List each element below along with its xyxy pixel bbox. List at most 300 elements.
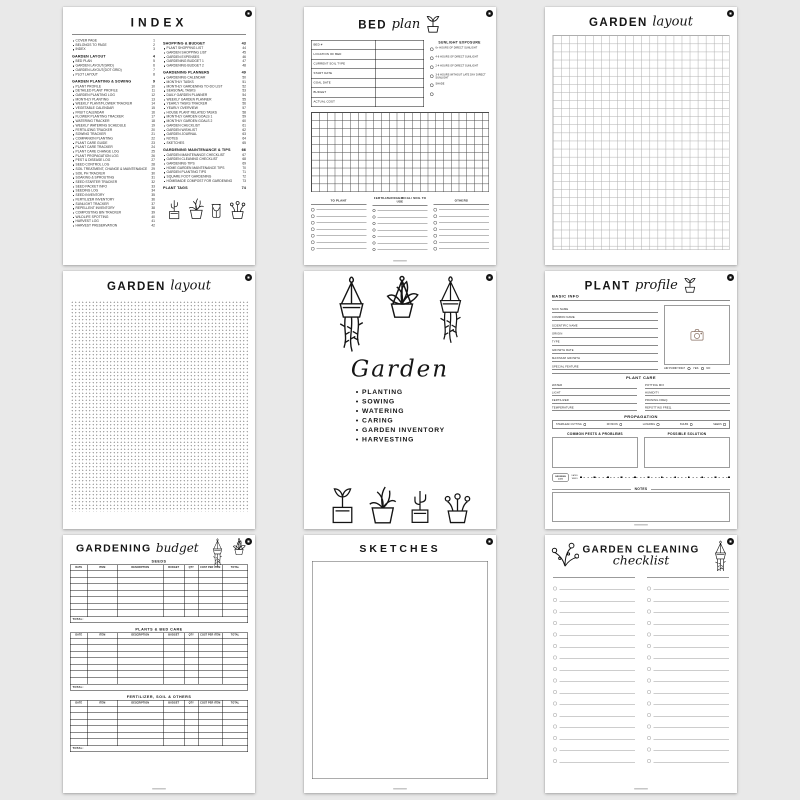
- toc-entry-page-number: 74: [241, 185, 246, 191]
- toc-entry-page-number: 27: [151, 158, 155, 163]
- form-field-input[interactable]: [375, 50, 423, 59]
- toc-entry-label: SHOPPING & BUDGET: [163, 40, 206, 46]
- toc-entry-page-number: 17: [151, 115, 155, 119]
- toc-entry-label: GARDEN PLANTING & SOWING: [72, 78, 132, 84]
- timeline-marker[interactable]: [688, 476, 690, 478]
- toc-entry-page-number: 64: [242, 136, 246, 141]
- cover-topic: CARING: [355, 416, 445, 426]
- timeline-marker[interactable]: [580, 476, 582, 478]
- checklist-row: [647, 717, 729, 729]
- entry-line[interactable]: [439, 229, 489, 230]
- toc-entry-label: PLANT CARE CHANGE LOG: [72, 150, 149, 154]
- column-header: DESCRIPTION: [118, 701, 164, 706]
- profile-field-line[interactable]: SPECIAL FEATURE: [552, 362, 658, 370]
- radio-circle[interactable]: [723, 423, 726, 426]
- form-row: [312, 98, 424, 108]
- title-word: BED: [358, 17, 388, 31]
- checkbox-circle[interactable]: [372, 248, 375, 251]
- entry-line[interactable]: [378, 243, 428, 244]
- checkbox-circle[interactable]: [372, 228, 375, 231]
- care-field-line[interactable]: POTTING MIX: [645, 381, 730, 389]
- bed-layout-grid[interactable]: [311, 112, 489, 192]
- entry-line[interactable]: [560, 762, 636, 763]
- cover-topic: GARDEN INVENTORY: [355, 425, 445, 435]
- checkbox-circle[interactable]: [434, 215, 437, 218]
- checkbox-circle[interactable]: [647, 644, 651, 648]
- plants-bed-care-table: [70, 632, 248, 684]
- bed-info-form: [311, 40, 424, 107]
- checkbox-circle[interactable]: [647, 702, 651, 706]
- toc-entry-label: GARDEN LAYOUT(DOT GRID): [72, 68, 151, 72]
- entry-line[interactable]: [654, 716, 730, 717]
- toc-entry-label: INDEX: [72, 48, 151, 52]
- radio-circle[interactable]: [430, 48, 434, 52]
- toc-entry-label: SOAKING & SPROUTING: [72, 176, 149, 180]
- toc-entry-page-number: 41: [151, 219, 155, 224]
- toc-entry-label: MONTHLY GARDEN GOALS 2: [163, 120, 240, 124]
- toc-entry-label: WILDLIFE SPOTTING: [72, 215, 149, 219]
- toc-entry: [163, 148, 246, 152]
- entry-line[interactable]: [654, 670, 730, 671]
- entry-line[interactable]: [654, 590, 730, 591]
- checklist-row: [647, 636, 729, 648]
- toc-entry-page-number: 39: [151, 210, 155, 215]
- sunlight-option: [430, 74, 489, 81]
- checkbox-circle[interactable]: [434, 228, 437, 231]
- toc-entry-label: SOIL PH TRACKER: [72, 172, 149, 176]
- timeline-marker[interactable]: [715, 476, 717, 478]
- possible-solution-box[interactable]: [644, 437, 730, 467]
- care-field-line[interactable]: LIGHT: [552, 389, 637, 397]
- fertilizer-soil-others-total-row[interactable]: TOTAL:: [70, 746, 248, 752]
- table-row[interactable]: [71, 739, 248, 746]
- entry-line[interactable]: [560, 682, 636, 683]
- basic-info-fields: [552, 305, 658, 371]
- title-script-word: budget: [155, 541, 199, 555]
- toc-entry-label: GARDEN PLANTING LOG: [72, 93, 149, 97]
- leaning-plant-tag-icon: [187, 193, 204, 221]
- radio-circle[interactable]: [430, 66, 434, 70]
- entry-line[interactable]: [560, 751, 636, 752]
- entry-line[interactable]: [378, 217, 428, 218]
- timeline-marker[interactable]: [728, 476, 730, 478]
- checkbox-circle[interactable]: [434, 241, 437, 244]
- toc-entry-label: SEED CONTROL LOG: [72, 163, 149, 167]
- care-left-column: [552, 381, 637, 411]
- toc-entry-label: HOMEMADE COMPOST FOR GARDENING: [163, 179, 240, 183]
- radio-circle[interactable]: [583, 423, 586, 426]
- entry-line[interactable]: [316, 236, 366, 237]
- entry-line[interactable]: [654, 636, 730, 637]
- hole-punch-icon: [245, 274, 252, 281]
- garden-layout-title: [63, 271, 255, 293]
- checklist-right-column: [647, 577, 729, 763]
- entry-line[interactable]: [654, 751, 730, 752]
- toc-entry-label: WEEKLY PLANT/FLOWER TRACKER: [72, 102, 149, 106]
- entry-line[interactable]: [378, 236, 428, 237]
- profile-field-line[interactable]: GROWTH RATE: [552, 345, 658, 353]
- toc-entry-page-number: 42: [151, 224, 155, 228]
- entry-line[interactable]: [654, 693, 730, 694]
- checkbox-circle[interactable]: [553, 748, 557, 752]
- checkbox-circle[interactable]: [647, 713, 651, 717]
- toc-entry-label: SEASONAL TASKS: [163, 89, 240, 93]
- notes-box[interactable]: [552, 492, 730, 521]
- column-header: DATE: [71, 565, 88, 570]
- potted-plants-illustration: [304, 482, 496, 524]
- checkbox-circle[interactable]: [434, 234, 437, 237]
- checkbox-circle[interactable]: [372, 235, 375, 238]
- propagation-option: [713, 423, 726, 426]
- checkbox-circle[interactable]: [372, 209, 375, 212]
- entry-line[interactable]: [439, 210, 489, 211]
- camera-icon: [690, 328, 705, 342]
- checkbox-circle[interactable]: [553, 679, 557, 683]
- column-header: TOTAL: [230, 634, 240, 637]
- entry-line[interactable]: [654, 647, 730, 648]
- toc-entry-page-number: 62: [242, 128, 246, 132]
- column-header: QTY: [185, 565, 199, 570]
- toc-entry-page-number: 36: [151, 197, 155, 202]
- toc-entry-page-number: 51: [242, 80, 246, 84]
- profile-field-line[interactable]: NICK NAME: [552, 305, 658, 313]
- toc-entry-page-number: 66: [241, 147, 246, 152]
- checkbox-circle[interactable]: [647, 610, 651, 614]
- checklist-row: [553, 705, 635, 717]
- list-heading: OTHERS: [434, 197, 489, 205]
- checkbox-circle[interactable]: [553, 713, 557, 717]
- radio-circle[interactable]: [619, 423, 622, 426]
- checkbox-circle[interactable]: [553, 656, 557, 660]
- table-row[interactable]: [71, 678, 248, 685]
- page-plant-profile: [545, 271, 737, 529]
- toc-entry-label: PEST & DISEASE LOG: [72, 159, 149, 163]
- toc-entry-page-number: 70: [242, 166, 246, 170]
- toc-entry-label: HARVEST PRESERVATION: [72, 224, 149, 228]
- checkbox-circle[interactable]: [434, 208, 437, 211]
- checklist-row: [553, 636, 635, 648]
- entry-line[interactable]: [316, 210, 366, 211]
- radio-circle[interactable]: [430, 75, 434, 79]
- checkbox-circle[interactable]: [553, 702, 557, 706]
- care-field-line[interactable]: WATER: [552, 381, 637, 389]
- entry-line[interactable]: [316, 216, 366, 217]
- form-field-label: BUDGET: [312, 88, 376, 97]
- column-header: QTY: [185, 701, 199, 706]
- checkbox-circle[interactable]: [647, 679, 651, 683]
- checkbox-circle[interactable]: [647, 748, 651, 752]
- toc-entry-page-number: 47: [242, 59, 246, 64]
- timeline-marker[interactable]: [634, 476, 636, 478]
- entry-line[interactable]: [560, 716, 636, 717]
- toc-entry: [72, 73, 155, 77]
- column-header: COST PER ITEM: [199, 701, 223, 706]
- checkbox-circle[interactable]: [647, 736, 651, 740]
- checklist-row: [647, 613, 729, 625]
- toc-entry-page-number: 58: [242, 110, 246, 115]
- entry-line[interactable]: [560, 693, 636, 694]
- checkbox-circle[interactable]: [311, 208, 314, 211]
- profile-field-line[interactable]: SCIENTIFIC NAME: [552, 321, 658, 329]
- care-field-line[interactable]: REPOTTING FREQ.: [645, 404, 730, 412]
- toc-entry-label: SEEDING LOG: [72, 189, 149, 193]
- entry-line[interactable]: [560, 636, 636, 637]
- entry-line[interactable]: [654, 624, 730, 625]
- entry-line[interactable]: [654, 705, 730, 706]
- cover-topic: HARVESTING: [355, 435, 445, 445]
- budget-title-icons: [209, 538, 248, 567]
- checkbox-circle[interactable]: [434, 221, 437, 224]
- entry-line[interactable]: [439, 242, 489, 243]
- column-header: DATE: [71, 633, 88, 638]
- entry-line[interactable]: [654, 739, 730, 740]
- checkbox-circle[interactable]: [647, 759, 651, 763]
- plant-photo-box[interactable]: [664, 306, 730, 365]
- form-field-input[interactable]: [375, 98, 423, 107]
- sketch-area[interactable]: [312, 561, 488, 779]
- entry-line[interactable]: [560, 739, 636, 740]
- jar-plant-tag-icon: [209, 196, 225, 221]
- hole-punch-icon: [486, 10, 493, 17]
- checkbox-circle[interactable]: [372, 222, 375, 225]
- timeline-marker[interactable]: [621, 476, 623, 478]
- toc-entry-page-number: 55: [242, 97, 246, 102]
- entry-line[interactable]: [439, 249, 489, 250]
- toc-entry-page-number: 18: [151, 119, 155, 124]
- checkbox-circle[interactable]: [647, 587, 651, 591]
- profile-field-line[interactable]: COMMON NAME: [552, 313, 658, 321]
- form-field-input[interactable]: [375, 41, 423, 50]
- toc-entry-label: GARDENING BUDGET 1: [163, 60, 240, 64]
- toc-entry-label: PLANT CARE GUIDE: [72, 141, 149, 145]
- checkbox-circle[interactable]: [553, 736, 557, 740]
- checkbox-circle[interactable]: [647, 598, 651, 602]
- sunlight-option: [430, 65, 489, 72]
- air-purifying-row: [664, 367, 730, 370]
- toc-entry-page-number: 69: [242, 162, 246, 166]
- toc-entry-page-number: 6: [153, 64, 155, 68]
- entry-line[interactable]: [316, 229, 366, 230]
- toc-entry-label: NOTES: [163, 137, 240, 141]
- entry-line[interactable]: [378, 249, 428, 250]
- checklist-row: [647, 705, 729, 717]
- checkbox-circle[interactable]: [647, 667, 651, 671]
- propagation-option-label: SEEDS: [713, 423, 722, 426]
- checkbox-circle[interactable]: [553, 621, 557, 625]
- checkbox-circle[interactable]: [647, 621, 651, 625]
- toc-entry-page-number: 67: [242, 153, 246, 157]
- checkbox-circle[interactable]: [553, 667, 557, 671]
- profile-field-line[interactable]: TYPE: [552, 337, 658, 345]
- checkbox-circle[interactable]: [311, 247, 314, 250]
- possible-solution-heading: POSSIBLE SOLUTION: [667, 432, 707, 436]
- checkbox-circle[interactable]: [553, 690, 557, 694]
- entry-line[interactable]: [560, 590, 636, 591]
- toc-entry-label: HARVEST LOG: [72, 220, 149, 224]
- entry-line[interactable]: [654, 682, 730, 683]
- entry-line[interactable]: [316, 242, 366, 243]
- entry-line[interactable]: [316, 223, 366, 224]
- toc-entry-page-number: 25: [151, 150, 155, 154]
- entry-line[interactable]: [439, 236, 489, 237]
- checkbox-circle[interactable]: [311, 241, 314, 244]
- radio-circle[interactable]: [657, 423, 660, 426]
- care-field-line[interactable]: HUMIDITY: [645, 389, 730, 397]
- checklist-row: [553, 682, 635, 694]
- checkbox-circle[interactable]: [553, 759, 557, 763]
- checkbox-circle[interactable]: [553, 610, 557, 614]
- profile-field-line[interactable]: ORIGIN: [552, 329, 658, 337]
- toc-entry-label: FRUIT CALENDAR: [72, 111, 149, 115]
- hole-punch-icon: [727, 274, 734, 281]
- toc-entry-label: YEARLY OVERVIEW: [163, 107, 240, 111]
- entry-line[interactable]: [654, 613, 730, 614]
- checkbox-circle[interactable]: [372, 215, 375, 218]
- care-field-line[interactable]: FERTILIZER: [552, 396, 637, 404]
- checklist-row: [647, 602, 729, 614]
- toc-entry-label: GARDENING CALENDAR: [163, 76, 240, 80]
- toc-entry-page-number: 31: [151, 176, 155, 180]
- timeline-marker[interactable]: [674, 476, 676, 478]
- profile-field-line[interactable]: MAXIMUM GROWTH: [552, 354, 658, 362]
- title-script-word: profile: [634, 277, 678, 293]
- brand-mark: [152, 788, 166, 790]
- fertilizer-soil-others-section-heading: FERTILIZER, SOIL & OTHERS: [126, 694, 192, 700]
- propagation-option: [607, 423, 622, 426]
- column-header: DESCRIPTION: [118, 633, 164, 638]
- form-field-label: LOCATION OF BED: [312, 50, 376, 59]
- entry-line[interactable]: [654, 659, 730, 660]
- toc-entry-label: GARDEN LAYOUT: [72, 53, 106, 59]
- toc-entry: [72, 224, 155, 228]
- entry-line[interactable]: [439, 223, 489, 224]
- radio-circle[interactable]: [430, 84, 434, 88]
- seeds-total-row[interactable]: TOTAL:: [70, 617, 248, 623]
- checkbox-circle[interactable]: [553, 598, 557, 602]
- layout-dot-grid[interactable]: [70, 300, 248, 512]
- entry-line[interactable]: [654, 728, 730, 729]
- table-row[interactable]: [71, 610, 248, 617]
- entry-line[interactable]: [560, 647, 636, 648]
- entry-line[interactable]: [560, 659, 636, 660]
- toc-entry-label: COVER PAGE: [72, 39, 151, 43]
- checkbox-circle[interactable]: [311, 234, 314, 237]
- radio-circle[interactable]: [430, 57, 434, 61]
- toc-entry-page-number: 19: [151, 123, 155, 128]
- checkbox-circle[interactable]: [311, 221, 314, 224]
- toc-entry-label: FERTILIZING TRACKER: [72, 128, 149, 132]
- plants-bed-care-total-row[interactable]: TOTAL:: [70, 685, 248, 691]
- radio-circle-yes[interactable]: [688, 367, 691, 370]
- index-page-title: INDEX: [130, 16, 188, 30]
- entry-line[interactable]: [560, 624, 636, 625]
- checkbox-circle[interactable]: [553, 587, 557, 591]
- toc-entry-label: SEED PACKET INFO: [72, 185, 149, 189]
- timeline-marker[interactable]: [701, 476, 703, 478]
- checklist-row: [647, 671, 729, 683]
- checklist-row: [553, 602, 635, 614]
- toc-entry-page-number: 22: [151, 136, 155, 141]
- checkbox-circle[interactable]: [553, 725, 557, 729]
- form-field-input[interactable]: [375, 79, 423, 88]
- toc-entry-page-number: 57: [242, 106, 246, 111]
- hole-punch-icon: [486, 274, 493, 281]
- toc-entry-page-number: 43: [241, 40, 246, 46]
- entry-line[interactable]: [654, 601, 730, 602]
- toc-entry-page-number: 4: [152, 53, 155, 59]
- column-header: ITEM: [88, 565, 118, 570]
- toc-entry: [163, 64, 246, 68]
- toc-entry-page-number: 16: [151, 110, 155, 115]
- entry-line[interactable]: [378, 223, 428, 224]
- checkbox-circle[interactable]: [311, 215, 314, 218]
- checkbox-circle[interactable]: [311, 228, 314, 231]
- hanging-leafy-plant-icon: [381, 275, 423, 341]
- page-bed-plan: [304, 7, 496, 265]
- checkbox-circle[interactable]: [434, 247, 437, 250]
- entry-line[interactable]: [378, 230, 428, 231]
- entry-line[interactable]: [378, 210, 428, 211]
- checklist-row: [647, 590, 729, 602]
- form-field-input[interactable]: [375, 88, 423, 97]
- toc-entry-label: PLANT PROFILE: [72, 85, 149, 89]
- checkbox-circle[interactable]: [647, 633, 651, 637]
- radio-circle[interactable]: [690, 423, 693, 426]
- checkbox-circle[interactable]: [647, 725, 651, 729]
- propagation-option-label: STEM/LEAF CUTTING: [556, 423, 582, 426]
- form-field-input[interactable]: [375, 60, 423, 69]
- checkbox-circle[interactable]: [553, 633, 557, 637]
- tasks-label: TASKS: [571, 477, 578, 480]
- entry-line[interactable]: [560, 670, 636, 671]
- checkbox-circle[interactable]: [372, 241, 375, 244]
- entry-line[interactable]: [439, 216, 489, 217]
- timeline-marker[interactable]: [607, 476, 609, 478]
- toc-entry-page-number: 32: [151, 180, 155, 184]
- toc-entry-page-number: 28: [151, 163, 155, 167]
- form-row: [312, 79, 424, 89]
- entry-line[interactable]: [560, 613, 636, 614]
- entry-line[interactable]: [560, 705, 636, 706]
- timeline-marker[interactable]: [647, 476, 649, 478]
- entry-line[interactable]: [654, 762, 730, 763]
- list-heading: FERTILIZER/CHEMICAL/ SOIL TO USE: [373, 197, 427, 204]
- checkbox-circle[interactable]: [553, 644, 557, 648]
- timeline-marker[interactable]: [594, 476, 596, 478]
- radio-circle[interactable]: [430, 93, 434, 97]
- page-garden-cleaning-checklist: [545, 535, 737, 793]
- checklist-row: [553, 694, 635, 706]
- care-field-line[interactable]: PRUNING FREQ.: [645, 396, 730, 404]
- care-right-column: [645, 381, 730, 411]
- column-header: COST PER ITEM: [199, 633, 223, 638]
- entry-line[interactable]: [560, 728, 636, 729]
- layout-square-grid[interactable]: [553, 35, 730, 250]
- others-list: [434, 197, 489, 253]
- entry-line[interactable]: [560, 601, 636, 602]
- entry-line[interactable]: [316, 249, 366, 250]
- form-row: [312, 69, 424, 79]
- radio-circle-no[interactable]: [701, 367, 704, 370]
- timeline-marker[interactable]: [661, 476, 663, 478]
- checkbox-circle[interactable]: [647, 690, 651, 694]
- care-field-line[interactable]: TEMPERATURE: [552, 404, 637, 412]
- form-row: [312, 50, 424, 60]
- pests-problems-box[interactable]: [552, 437, 638, 467]
- checkbox-circle[interactable]: [647, 656, 651, 660]
- form-field-input[interactable]: [375, 69, 423, 78]
- toc-entry-label: GARDEN PLANTING TIPS: [163, 171, 240, 175]
